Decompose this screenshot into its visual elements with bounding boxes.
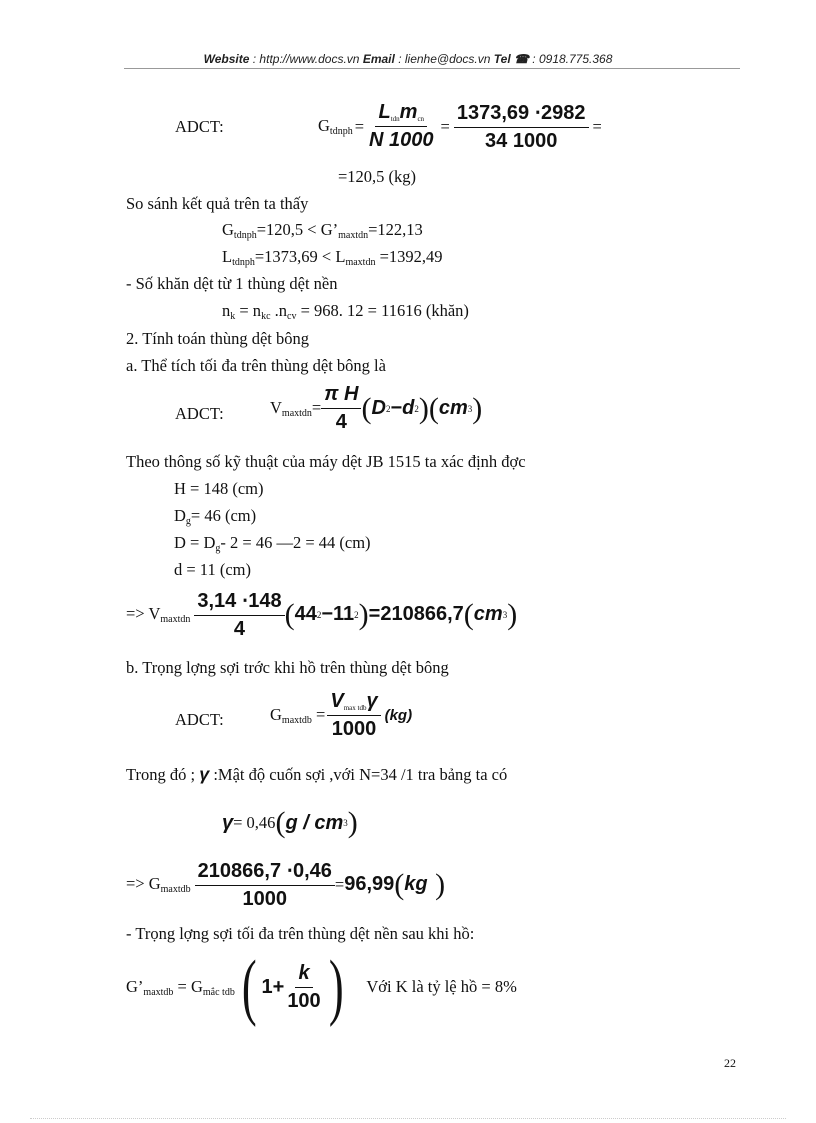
- towels-formula: $n_k = n_{kc}$ $.n_{cv} = 968$. 12 = 11616 (khăn): [222, 301, 469, 322]
- after-title: - Trọng lợng sợi tối đa trên thùng dệt nền sau khi hồ:: [126, 924, 475, 943]
- eqv-fraction: $\frac{\text{π H}}{4}$: [321, 383, 361, 434]
- gamma-definition: Trong đó ; γ :Mật độ cuốn sợi ,với N=34 /1 tra bảng ta có: [126, 764, 508, 784]
- eq1-fraction: $\frac{L_{tdn}m_{cn}}{N 1000}$: [369, 101, 434, 151]
- spec-dg: $D_g= 46$ (cm): [174, 506, 257, 527]
- website-url[interactable]: : http://www.docs.vn: [252, 52, 360, 66]
- vcalc-fraction: $\frac{3,14 \cdot 148}{4}$: [194, 588, 284, 641]
- specs-intro: Theo thông số kỹ thuật của máy dệt JB 1515 ta xác định đợc: [126, 452, 526, 471]
- gcalc-formula: => $G_{maxtdb}$ $\frac{210866,7 \cdot 0,46}{1000}$ = 96,99 ( kg ): [126, 860, 446, 910]
- page-header: [0, 52, 816, 66]
- eq1-fraction-values: $\frac{1373,69 \cdot 2982}{34 1000}$: [454, 100, 589, 153]
- header-divider: [124, 68, 740, 69]
- eq1-formula: $G_{tdnph}$ = $\frac{L_{tdn}m_{cn}}{N 1000}$ = $\frac{1373,69 \cdot 2982}{34 1000}$ =: [318, 101, 602, 152]
- email-address[interactable]: : lienhe@docs.vn: [398, 52, 491, 66]
- eq1-lhs: $G_{tdnph}$: [318, 116, 353, 137]
- after-note: Với K là tỷ lệ hồ = 8%: [366, 977, 517, 996]
- after-fraction: $\frac{k}{100}$: [287, 961, 321, 1012]
- vcalc-formula: => $V_{maxtdn}$ $\frac{3,14 \cdot 148}{4}$ ( 44 2 − 11 2 ) =210866,7 ( cm 3 ): [126, 590, 518, 640]
- after-formula: $G’_{maxtdb} = G_{mắc tdb}$ ( 1+ $\frac{k}{100}$ ) Với K là tỷ lệ hồ = 8%: [126, 946, 517, 1028]
- spec-h: H = 148 (cm): [174, 479, 264, 498]
- spec-small-d: d = 11 (cm): [174, 560, 251, 579]
- email-label: Email: [362, 52, 395, 66]
- eq1-prefix: ADCT:: [175, 117, 224, 136]
- tel-number: : 0918.775.368: [532, 52, 613, 66]
- eqv-prefix: ADCT:: [175, 404, 224, 423]
- gamma-value: γ = 0,46 ( g / cm 3 ): [222, 806, 358, 839]
- eqg-fraction: $\frac{V_{max tdb}\gamma}{1000}$: [327, 690, 380, 741]
- compare-title: So sánh kết quả trên ta thấy: [126, 194, 309, 213]
- compare-line-g: $G_{tdnph}=120,5$ < $G’_{maxtdn}=122,13$: [222, 220, 423, 241]
- eqg-formula: $G_{maxtdb}$ = $\frac{V_{max tdb}\gamma}{1000}$ (kg): [270, 690, 413, 740]
- sectionb-title: b. Trọng lợng sợi trớc khi hồ trên thùng dệt bông: [126, 658, 449, 677]
- towels-title: - Số khăn dệt từ 1 thùng dệt nền: [126, 274, 338, 293]
- footer-dotted-line: [30, 1118, 786, 1119]
- section2-title: 2. Tính toán thùng dệt bông: [126, 329, 310, 348]
- eqg-prefix: ADCT:: [175, 710, 224, 729]
- tel-label: Tel ☎: [493, 52, 529, 66]
- compare-line-l: $L_{tdnph}=1373,69 < L_{maxtdn} =1392,49$: [222, 247, 443, 268]
- gcalc-fraction: $\frac{210866,7 \cdot 0,46}{1000}$: [195, 858, 335, 911]
- page-number: 22: [724, 1056, 736, 1070]
- eq1-result: =120,5 (kg): [338, 167, 417, 186]
- section2a-title: a. Thể tích tối đa trên thùng dệt bông là: [126, 356, 386, 375]
- spec-d: $D = D_g-$ 2 = 46 —2 = 44 (cm): [174, 533, 371, 554]
- eqv-formula: $V_{maxtdn}=$ $\frac{\text{π H}}{4}$ ( D 2 − d 2 )( cm 3 ): [270, 383, 483, 433]
- website-label: Website: [203, 52, 250, 66]
